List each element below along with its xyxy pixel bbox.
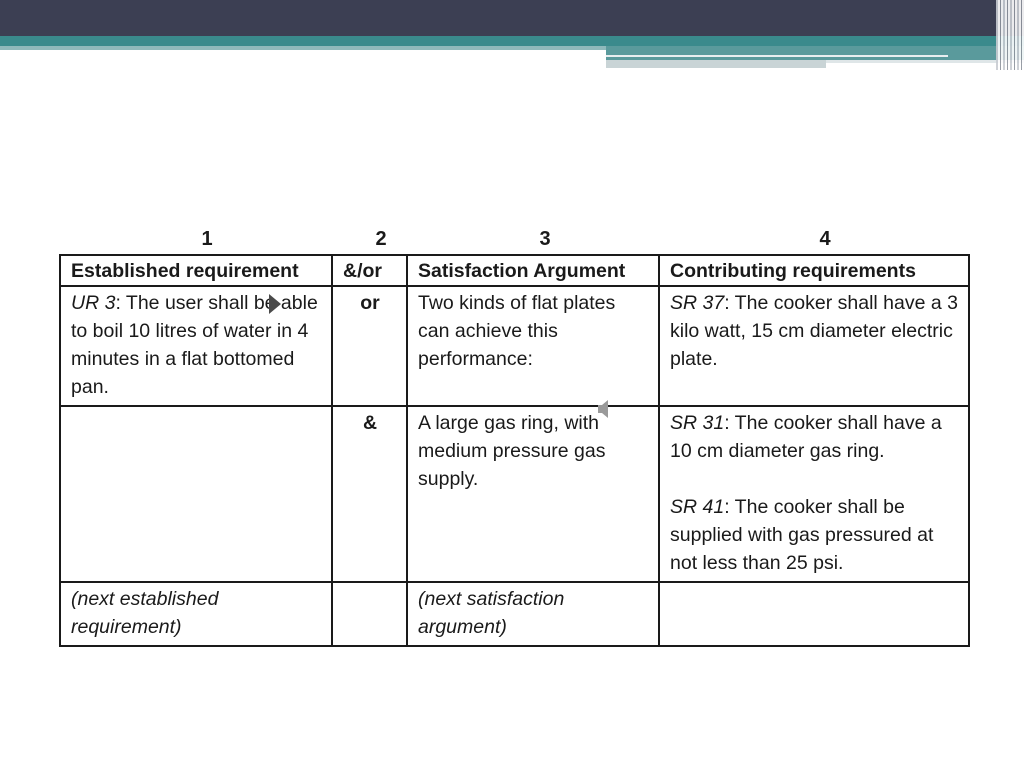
contributing-requirements-cell [659,406,969,582]
requirement-text: : The cooker shall have a 10 cm diameter gas ring. [670,412,942,462]
established-requirement-cell [60,406,332,582]
and-or-cell: or [332,286,407,406]
requirement-text: : The cooker shall be supplied with gas pressured at not less than 25 psi. [670,496,934,574]
slide-accent-shadow [606,60,826,68]
table-row [60,286,969,406]
column-number-4: 4 [819,228,831,250]
requirement-text: : The user shall be able to boil 10 litres of water in 4 minutes in a flat bottomed pan. [71,292,318,398]
established-requirement-cell [60,286,332,406]
column-number-3: 3 [539,228,551,250]
and-or-cell: & [332,406,407,582]
requirement-id: SR 37 [670,292,725,314]
play-triangle-icon[interactable] [269,294,281,314]
satisfaction-argument-cell: Two kinds of flat plates can achieve this performance: [407,286,659,406]
slide-header-bar [0,0,1024,36]
next-satisfaction-argument-cell: (next satisfaction argument) [407,582,659,646]
header-contributing-requirements: Contributing requirements [659,255,969,286]
table-row [60,582,969,646]
requirement-id: UR 3 [71,292,116,314]
requirement-text: : The cooker shall have a 3 kilo watt, 15 cm diameter electric plate. [670,292,958,370]
column-number-2: 2 [375,228,387,250]
next-established-requirement-cell: (next established requirement) [60,582,332,646]
header-satisfaction-argument: Satisfaction Argument [407,255,659,286]
and-or-cell [332,582,407,646]
satisfaction-argument-cell: A large gas ring, with medium pressure gas supply. [407,406,659,582]
slide-accent-highlight [606,55,948,57]
slide-accent-bar-right [606,46,1024,60]
contributing-requirements-cell [659,286,969,406]
slide-accent-line-left [0,46,606,50]
header-established-requirement: Established requirement [60,255,332,286]
column-numbers [59,228,968,252]
slide-accent-bar [0,36,1024,46]
contributing-requirements-cell [659,582,969,646]
header-and-or: &/or [332,255,407,286]
column-number-1: 1 [201,228,213,250]
requirement-id: SR 31 [670,412,725,434]
slide-accent-shadow-2 [826,60,1024,63]
table-row [60,406,969,582]
requirements-table [59,254,970,647]
requirement-id: SR 41 [670,496,725,518]
speaker-icon[interactable] [596,398,612,420]
slide-corner-stripes [996,0,1024,70]
table-header-row [60,255,969,286]
